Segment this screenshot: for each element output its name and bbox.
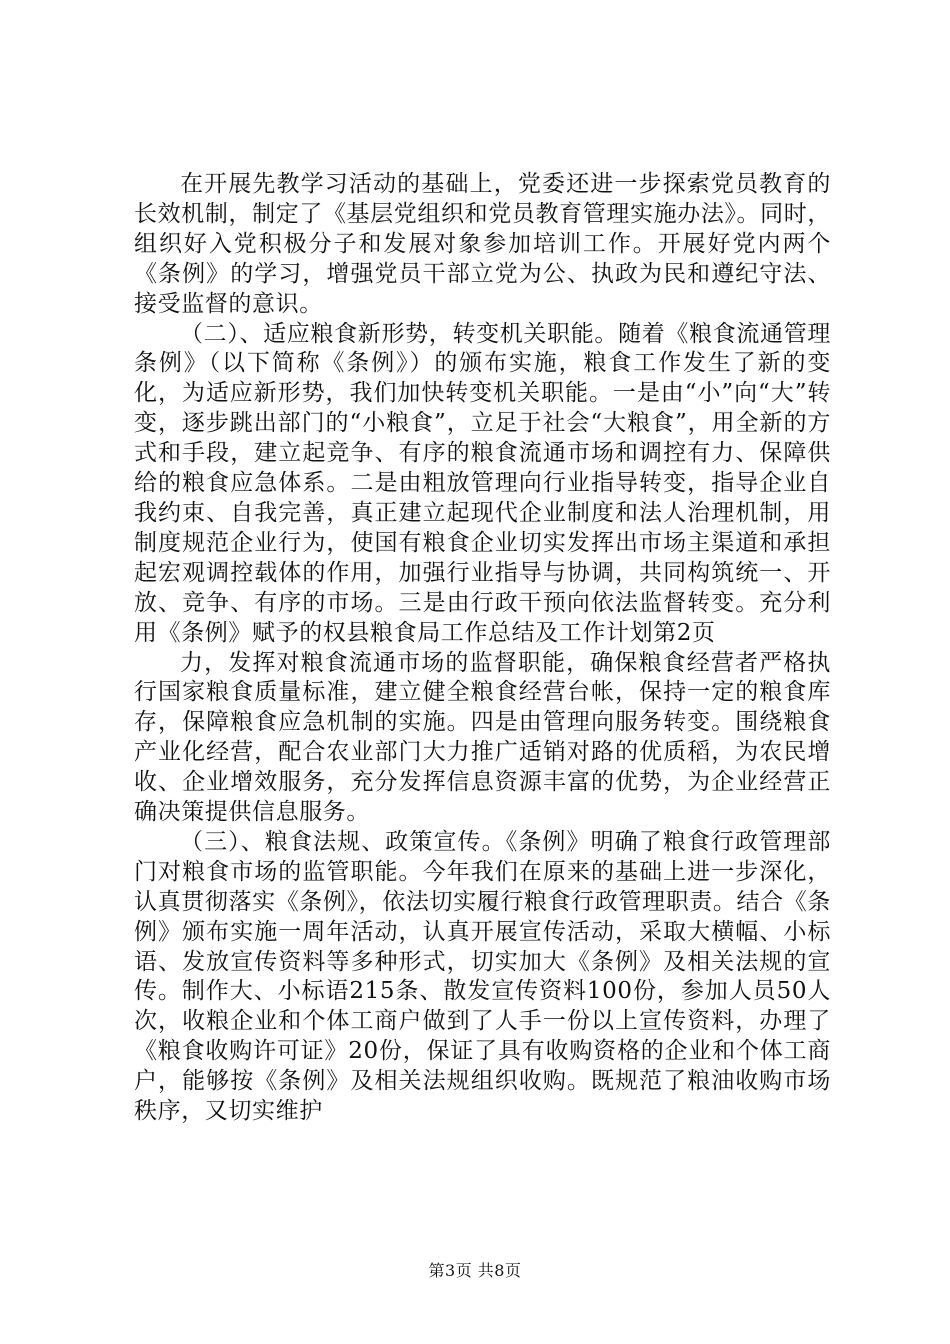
paragraph-4: （三）、粮食法规、政策宣传。《条例》明确了粮食行政管理部门对粮食市场的监管职能。今年我们在原来的基础上进一步深化，认真贯彻落实《条例》，依法切实履行粮食行政管理职责。结合《条例》颁布实施一周年活动，认真开展宣传活动，采取大横幅、小标语、发放宣传资料等多种形式，切实加大《条例》及相关法规的宣传。制作大、小标语215条、散发宣传资料100份，参加人员50人次，收粮企业和个体工商户做到了人手一份以上宣传资料，办理了《粮食收购许可证》20份，保证了具有收购资格的企业和个体工商户，能够按《条例》及相关法规组织收购。既规范了粮油收购市场秩序，又切实维护 bbox=[134, 828, 831, 1125]
paragraph-1: 在开展先教学习活动的基础上，党委还进一步探索党员教育的长效机制，制定了《基层党组织和党员教育管理实施办法》。同时，组织好入党积极分子和发展对象参加培训工作。开展好党内两个《条例》的学习，增强党员干部立党为公、执政为民和遵纪守法、接受监督的意识。 bbox=[134, 171, 831, 317]
paragraph-3: 力，发挥对粮食流通市场的监督职能，确保粮食经营者严格执行国家粮食质量标准，建立健全粮食经营台帐，保持一定的粮食库存，保障粮食应急机制的实施。四是由管理向服务转变。围绕粮食产业化经营，配合农业部门大力推广适销对路的优质稻，为农民增收、企业增效服务，充分发挥信息资源丰富的优势，为企业经营正确决策提供信息服务。 bbox=[134, 649, 831, 826]
paragraph-2: （二）、适应粮食新形势，转变机关职能。随着《粮食流通管理条例》（以下简称《条例》）的颁布实施，粮食工作发生了新的变化，为适应新形势，我们加快转变机关职能。一是由“小”向“大”转变，逐步跳出部门的“小粮食”，立足于社会“大粮食”，用全新的方式和手段，建立起竞争、有序的粮食流通市场和调控有力、保障供给的粮食应急体系。二是由粗放管理向行业指导转变，指导企业自我约束、自我完善，真正建立起现代企业制度和法人治理机制，用制度规范企业行为，使国有粮食企业切实发挥出市场主渠道和承担起宏观调控载体的作用，加强行业指导与协调，共同构筑统一、开放、竞争、有序的市场。三是由行政干预向依法监督转变。充分利用《条例》赋予的权县粮食局工作总结及工作计划第2页 bbox=[134, 320, 831, 646]
page-footer: 第3页 共8页 bbox=[428, 1261, 522, 1280]
document-body bbox=[134, 170, 831, 1127]
